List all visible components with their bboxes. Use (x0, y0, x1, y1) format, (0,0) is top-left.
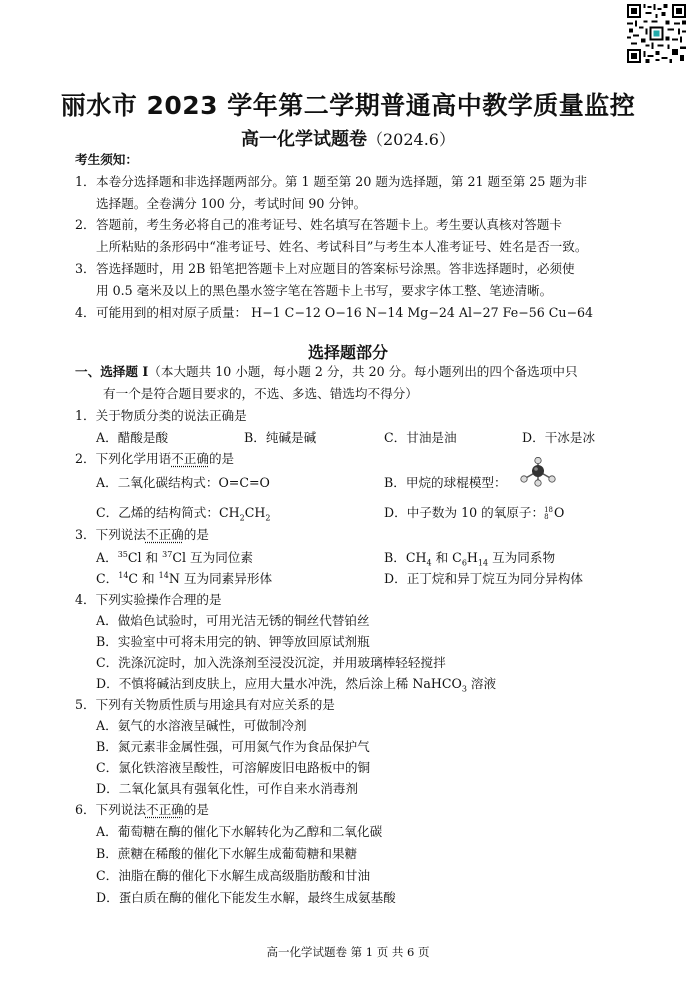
q3-a-sup2: 37 (162, 549, 173, 559)
q6-stem-a: 6．下列说法 (75, 802, 146, 817)
notice-3-line2: 用 0.5 毫米及以上的黑色墨水签字笔在答题卡上书写，要求字体工整、笔迹清晰。 (96, 283, 553, 298)
q3-b-sub2: 6 (461, 558, 467, 568)
q3-a-m2: Cl 互为同位素 (172, 550, 253, 565)
q6-stem-b: 的是 (183, 802, 209, 817)
q2-d-symbol: O (554, 505, 565, 520)
notice-1-line2: 选择题。全卷满分 100 分，考试时间 90 分钟。 (96, 196, 367, 211)
q2-c-sub1: 2 (239, 513, 245, 523)
q4-option-c: C．洗涤沉淀时，加入洗涤剂至浸没沉淀，并用玻璃棒轻轻搅拌 (96, 655, 446, 670)
q6-option-c: C．油脂在酶的催化下水解生成高级脂肪酸和甘油 (96, 868, 371, 883)
q3-c-m1: C 和 (128, 571, 159, 586)
q5-option-a: A．氨气的水溶液呈碱性，可做制冷剂 (96, 718, 307, 733)
q2-d-atomic: 8 (544, 512, 549, 521)
notice-4-num: 4． (75, 305, 96, 320)
methane-ball-stick-model (519, 457, 557, 487)
q3-a-m1: Cl 和 (127, 550, 163, 565)
q2-c-mid: CH (244, 505, 266, 520)
q1-stem: 1．关于物质分类的说法正确是 (75, 408, 247, 423)
q3-b-m2: H (466, 550, 478, 565)
q4-option-b: B．实验室中可将未用完的钠、钾等放回原试剂瓶 (96, 634, 370, 649)
q2-d-mass: 18 (544, 505, 553, 514)
q6-stem-emphasis: 不正确 (145, 802, 184, 817)
q1-option-b: B．纯碱是碱 (244, 430, 317, 445)
q3-option-d: D．正丁烷和异丁烷互为同分异构体 (384, 571, 584, 586)
q6-option-a: A．葡萄糖在酶的催化下水解转化为乙醇和二氧化碳 (96, 824, 383, 839)
q3-c-m2: N 互为同素异形体 (168, 571, 273, 586)
q2-c-sub2: 2 (265, 513, 271, 523)
notice-1-line1: 本卷分选择题和非选择题两部分。第 1 题至第 20 题为选择题，第 21 题至第 25 题为非 (96, 174, 588, 189)
q2-stem-a: 2．下列化学用语 (75, 451, 172, 466)
q3-stem (75, 524, 209, 543)
notice-2-line2: 上所粘贴的条形码中“准考证号、姓名、考试科目”与考生本人准考证号、姓名是否一致。 (96, 239, 588, 254)
q3-option-b (384, 547, 555, 568)
q1-option-c: C．甘油是油 (384, 430, 457, 445)
q4-option-d (96, 673, 496, 694)
subtitle-text: 高一化学试题卷 (241, 129, 367, 150)
q2-stem-emphasis: 不正确 (171, 451, 209, 466)
q5-option-d: D．二氧化氯具有强氧化性，可作自来水消毒剂 (96, 781, 358, 796)
q5-option-c: C．氯化铁溶液呈酸性，可溶解废旧电路板中的铜 (96, 760, 371, 775)
q4-d-pre: D．不慎将碱沾到皮肤上，应用大量水冲洗，然后涂上稀 NaHCO (96, 676, 462, 691)
q3-option-c (96, 568, 272, 587)
page-footer: 高一化学试题卷 第 1 页 共 6 页 (266, 945, 430, 959)
qr-code (627, 4, 686, 63)
q2-option-b: B．甲烷的球棍模型： (384, 475, 507, 490)
q3-a-pre: A． (96, 550, 118, 565)
q3-b-sub3: 14 (477, 558, 489, 568)
q3-option-a (96, 547, 253, 566)
q3-c-sup2: 14 (158, 570, 169, 580)
q3-b-m1: 和 C (431, 550, 462, 565)
notice-3-num: 3． (75, 261, 96, 276)
q3-b-m3: 互为同系物 (488, 550, 556, 565)
q6-option-d: D．蛋白质在酶的催化下能发生水解，最终生成氨基酸 (96, 890, 396, 905)
q3-c-pre: C． (96, 571, 119, 586)
q3-stem-emphasis: 不正确 (145, 527, 184, 542)
q2-d-nuclide (544, 507, 553, 521)
section-title: 选择题部分 (307, 343, 388, 362)
notice-1-num: 1． (75, 174, 96, 189)
notice-2-line1: 答题前，考生务必将自己的准考证号、姓名填写在答题卡上。考生要认真核对答题卡 (96, 217, 562, 232)
notice-4-line1: 可能用到的相对原子质量： H−1 C−12 O−16 N−14 Mg−24 Al−27 Fe−56 Cu−64 (96, 305, 594, 320)
part1-instructions: （本大题共 10 小题，每小题 2 分，共 20 分。每小题列出的四个备选项中只 (148, 364, 578, 379)
q1-option-d: D．干冰是冰 (522, 430, 596, 445)
q2-c-text: C．乙烯的结构简式：CH (96, 505, 240, 520)
q1-option-a: A．醋酸是酸 (96, 430, 169, 445)
subtitle-date: （2024.6） (367, 130, 455, 149)
q3-stem-b: 的是 (183, 527, 209, 542)
part1-label: 一、选择题 I (75, 364, 149, 379)
part1-instructions-cont: 有一个是符合题目要求的，不选、多选、错选均不得分） (103, 386, 418, 401)
notice-2-num: 2． (75, 217, 96, 232)
q5-option-b: B．氮元素非金属性强，可用氮气作为食品保护气 (96, 739, 370, 754)
q4-stem: 4．下列实验操作合理的是 (75, 592, 222, 607)
q4-d-sub: 3 (461, 684, 467, 694)
q5-stem: 5．下列有关物质性质与用途具有对应关系的是 (75, 697, 335, 712)
exam-title: 丽水市 2023 学年第二学期普通高中教学质量监控 (60, 91, 636, 120)
q2-option-c (96, 502, 270, 523)
q3-b-pre: B．CH (384, 550, 427, 565)
q3-stem-a: 3．下列说法 (75, 527, 146, 542)
notice-3-line1: 答选择题时，用 2B 铅笔把答题卡上对应题目的答案标号涂黑。答非选择题时，必须使 (96, 261, 575, 276)
q3-a-sup1: 35 (117, 549, 128, 559)
q4-option-a: A．做焰色试验时，可用光洁无锈的铜丝代替铂丝 (96, 613, 370, 628)
q4-d-post: 溶液 (466, 676, 497, 691)
q2-option-a: A．二氧化碳结构式：O=C=O (96, 475, 270, 490)
exam-subtitle (0, 125, 696, 151)
q3-c-sup1: 14 (118, 570, 129, 580)
q6-option-b: B．蔗糖在稀酸的催化下水解生成葡萄糖和果糖 (96, 846, 358, 861)
notice-heading: 考生须知： (75, 152, 138, 167)
q2-stem (75, 448, 234, 467)
q2-stem-b: 的是 (208, 451, 235, 466)
q6-stem (75, 799, 209, 818)
part1-heading (75, 361, 578, 380)
q2-d-text: D．中子数为 10 的氧原子： (384, 505, 545, 520)
q2-option-d (384, 502, 564, 521)
q3-b-sub1: 4 (426, 558, 432, 568)
